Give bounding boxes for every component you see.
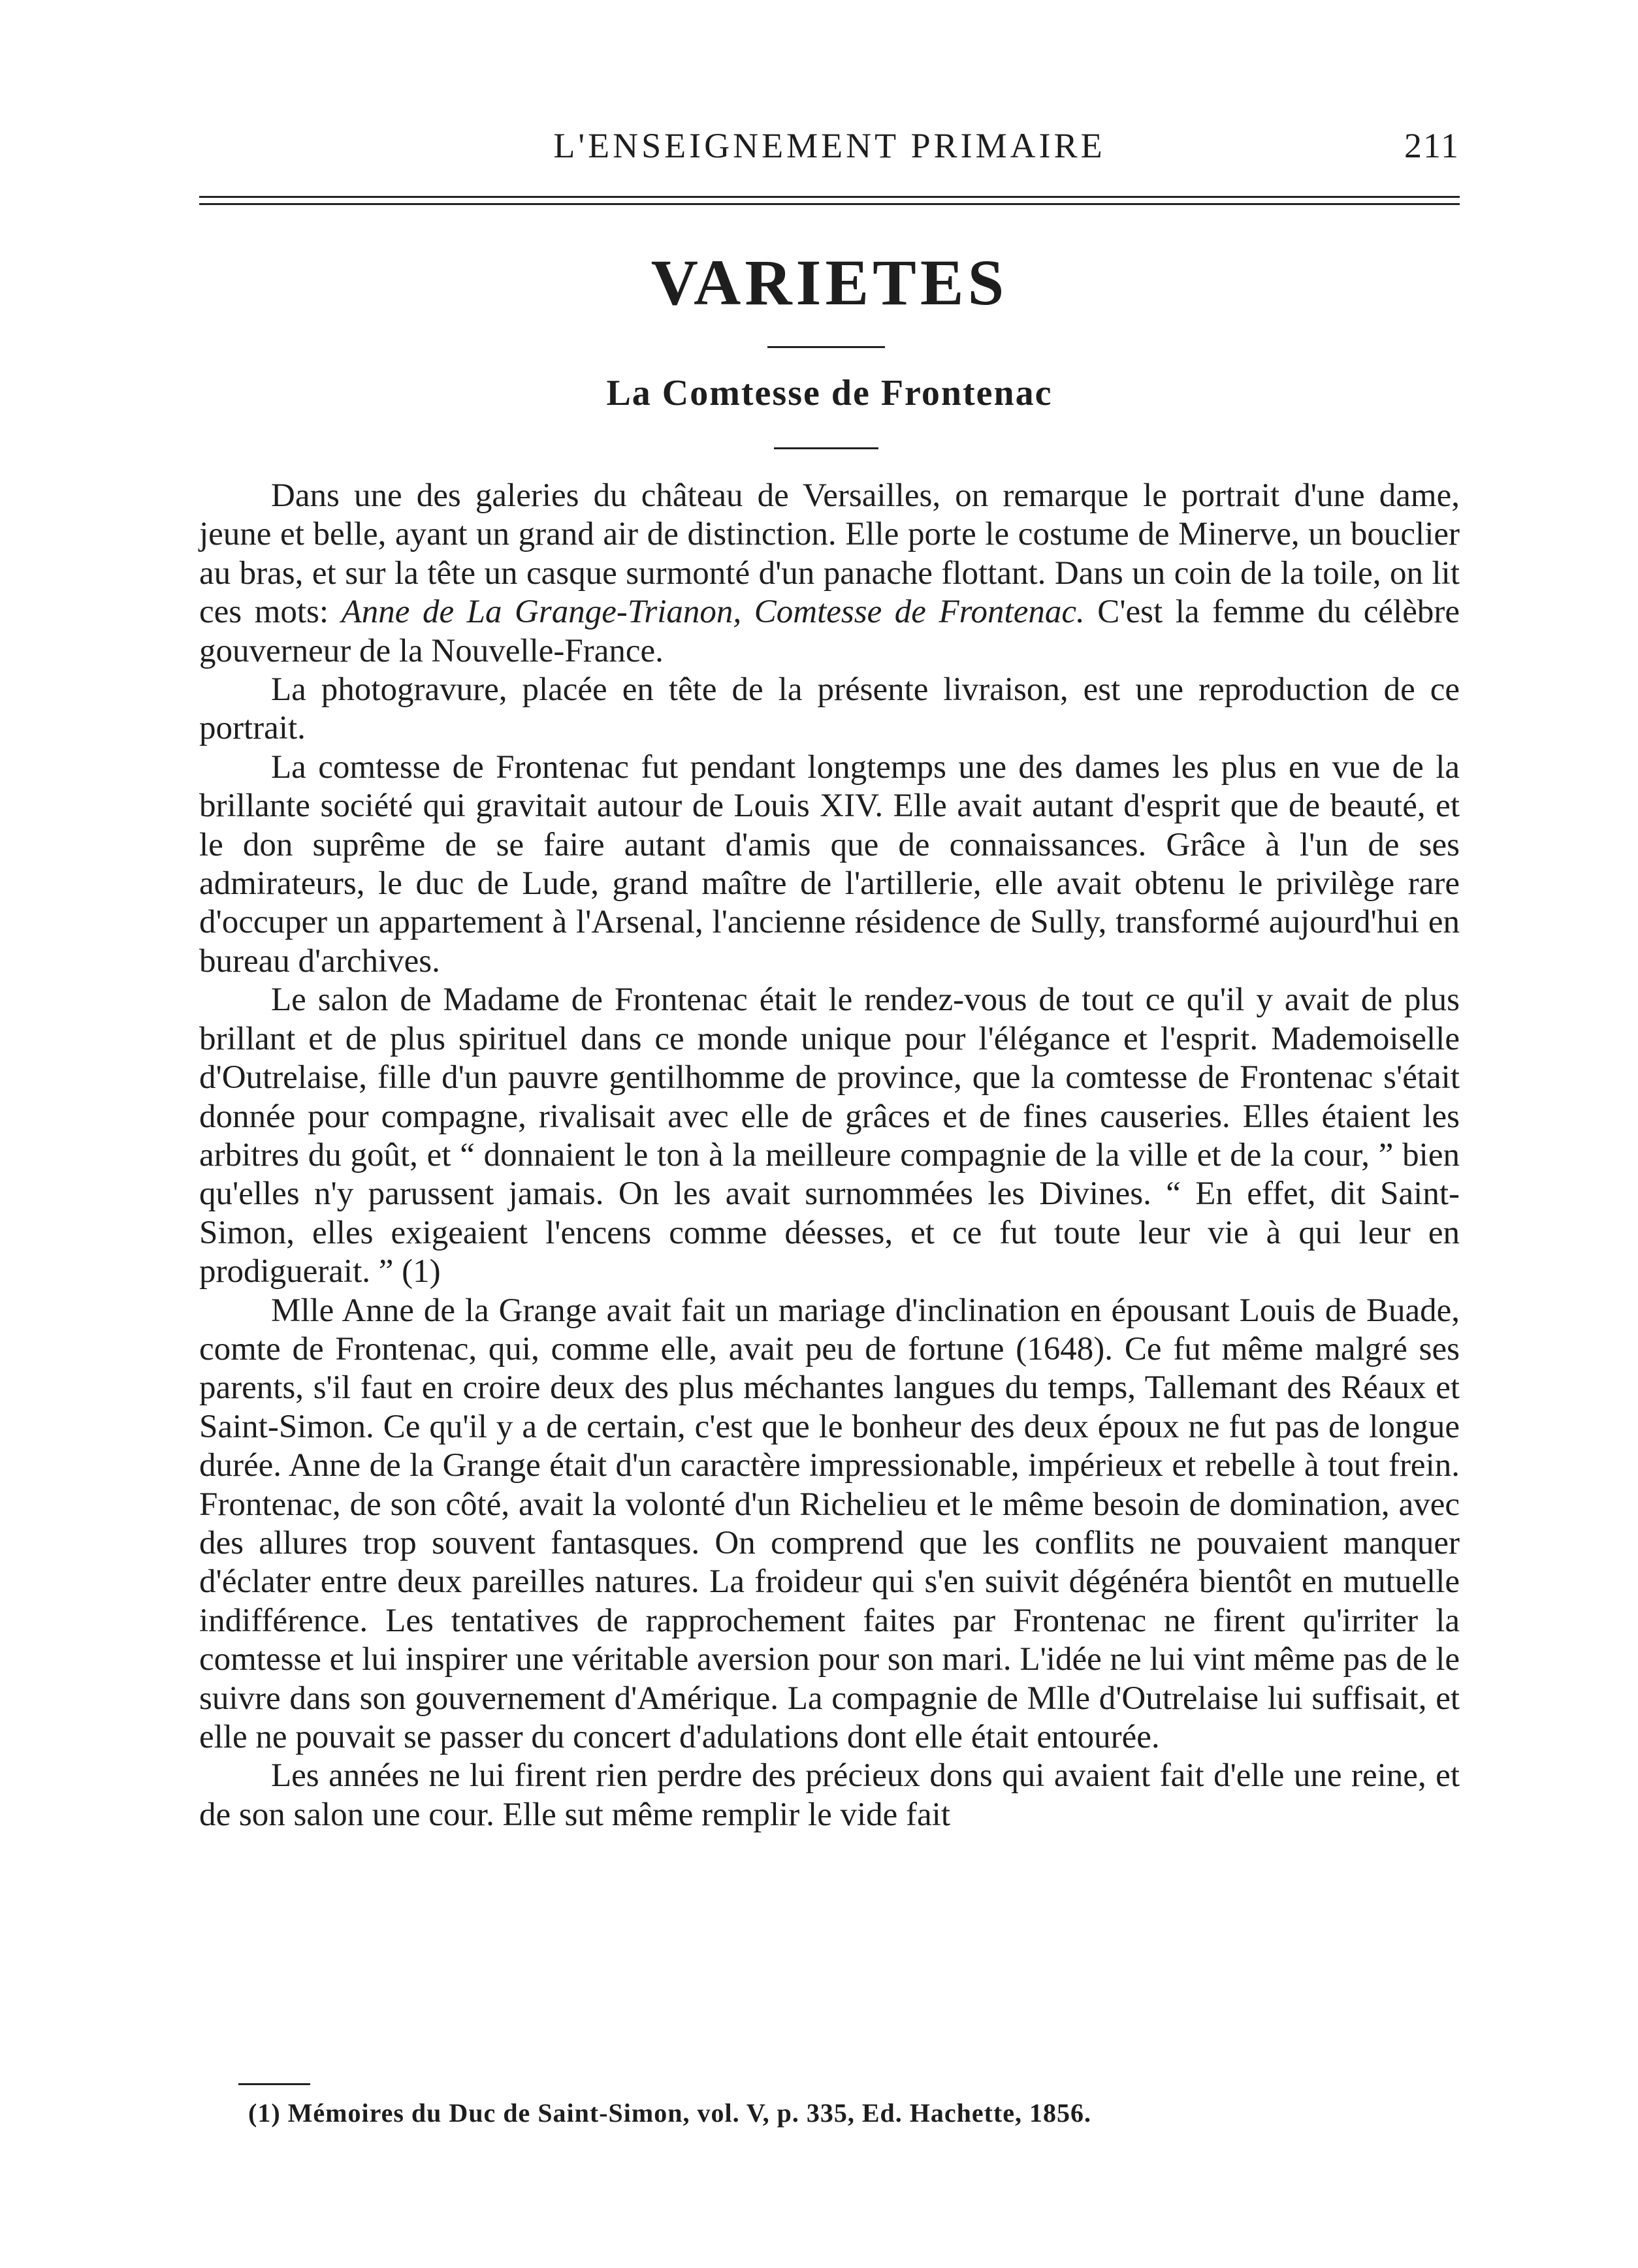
footnote-rule: [238, 2083, 310, 2085]
running-head: [199, 125, 1460, 171]
header-double-rule: [199, 196, 1460, 205]
paragraph-6: Les années ne lui firent rien perdre des précieux dons qui avaient fait d'elle une reine, et de son salon une cour. Elle sut même remplir le vide fait: [199, 1757, 1460, 1833]
portrait-inscription: Anne de La Grange-Trianon, Comtesse de Frontenac.: [341, 594, 1085, 631]
article-body: [199, 477, 1460, 1834]
running-title: L'ENSEIGNEMENT PRIMAIRE: [553, 126, 1106, 165]
paragraph-1-text-b: C'est la femme du célèbre gouverneur de la Nouvelle-France.: [199, 594, 1460, 669]
page-number: 211: [1404, 126, 1460, 165]
paragraph-3: La comtesse de Frontenac fut pendant longtemps une des dames les plus en vue de la brillante société qui gravitait autour de Louis XIV. Elle avait autant d'esprit que de beauté, et le don suprême de se faire autant d'amis que de connaissances. Grâce à l'un de ses admirateurs, le duc de Lude, grand maître de l'artillerie, elle avait obtenu le privilège rare d'occuper un appartement à l'Arsenal, l'ancienne résidence de Sully, transformé aujourd'hui en bureau d'archives.: [199, 748, 1460, 980]
document-page: [199, 98, 1460, 2188]
paragraph-2: La photogravure, placée en tête de la présente livraison, est une reproduction de ce portrait.: [199, 671, 1460, 747]
title-rule-top: [767, 346, 885, 348]
paragraph-1-text-a: Dans une des galeries du château de Versailles, on remarque le portrait d'une dame, jeune et belle, ayant un grand air de distinction. Elle porte le costume de Minerve, un bouclier au bras, et sur la tête un casque surmonté d'un panache flottant. Dans un coin de la toile, on lit ces mots:: [199, 477, 1460, 631]
paragraph-1: [199, 477, 1460, 671]
paragraph-5: Mlle Anne de la Grange avait fait un mariage d'inclination en épousant Louis de Buade, comte de Frontenac, qui, comme elle, avait peu de fortune (1648). Ce fut même malgré ses parents, s'il faut en croire deux des plus méchantes langues du temps, Tallemant des Réaux et Saint-Simon. Ce qu'il y a de certain, c'est que le bonheur des deux époux ne fut pas de longue durée. Anne de la Grange était d'un caractère impressionable, impérieux et rebelle à tout frein. Frontenac, de son côté, avait la volonté d'un Richelieu et le même besoin de domination, avec des allures trop souvent fantasques. On comprend que les conflits ne pouvaient manquer d'éclater entre deux pareilles natures. La froideur qui s'en suivit dégénéra bientôt en mutuelle indifférence. Les tentatives de rapprochement faites par Frontenac ne firent qu'irriter la comtesse et lui inspirer une véritable aversion pour son mari. L'idée ne lui vint même pas de le suivre dans son gouvernement d'Amérique. La compagnie de Mlle d'Outrelaise lui suffisait, et elle ne pouvait se passer du concert d'adulations dont elle était entourée.: [199, 1292, 1460, 1755]
footnote: (1) Mémoires du Duc de Saint-Simon, vol. V, p. 335, Ed. Hachette, 1856.: [248, 2098, 1092, 2128]
title-rule-bottom: [774, 447, 878, 449]
section-title: VARIETES: [650, 246, 1008, 319]
article-title: La Comtesse de Frontenac: [606, 373, 1053, 413]
paragraph-4: Le salon de Madame de Frontenac était le rendez-vous de tout ce qu'il y avait de plus brillant et de plus spirituel dans ce monde unique pour l'élégance et l'esprit. Mademoiselle d'Outrelaise, fille d'un pauvre gentilhomme de province, que la comtesse de Frontenac s'était donnée pour compagne, rivalisait avec elle de grâces et de fines causeries. Elles étaient les arbitres du goût, et “ donnaient le ton à la meilleure compagnie de la ville et de la cour, ” bien qu'elles n'y parussent jamais. On les avait surnommées les Divines. “ En effet, dit Saint-Simon, elles exigeaient l'encens comme déesses, et ce fut toute leur vie à qui leur en prodiguerait. ” (1): [199, 982, 1460, 1290]
